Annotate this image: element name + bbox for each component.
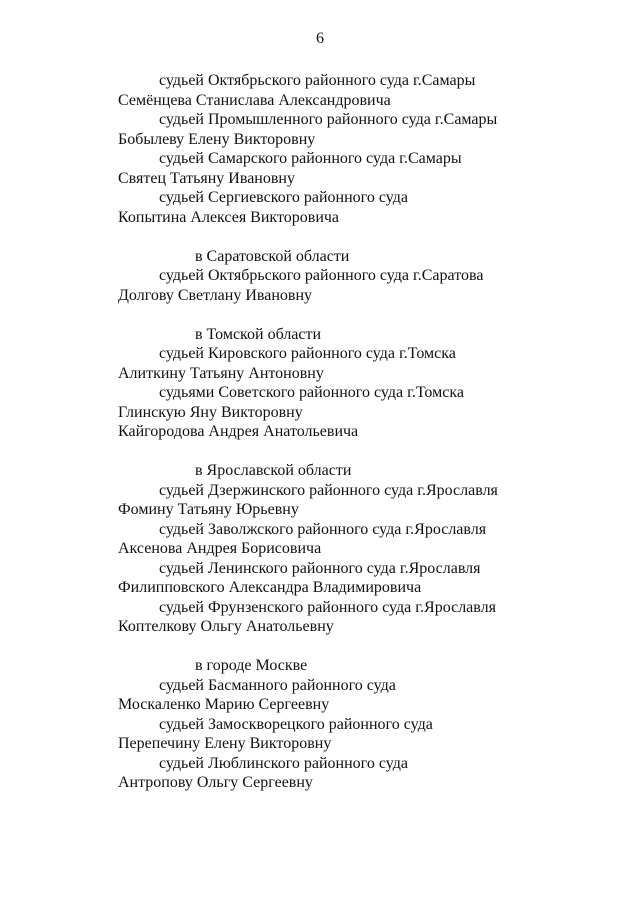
spacer — [0, 227, 640, 247]
court-line: судьей Самарского районного суда г.Самары — [159, 150, 462, 167]
court-line: судьей Октябрьского районного суда г.Самары — [159, 72, 476, 89]
court-line: судьей Фрунзенского районного суда г.Ярославля — [159, 598, 496, 616]
court-line: судьей Кировского районного суда г.Томска — [159, 345, 456, 362]
judge-name-line: Долгову Светлану Ивановну — [118, 286, 313, 304]
spacer — [0, 637, 640, 657]
court-line: судьей Сергиевского районного суда — [159, 189, 408, 206]
region-heading: в Ярославской области — [195, 462, 352, 479]
document-body — [0, 71, 640, 793]
court-line: судьей Басманного районного суда — [159, 676, 396, 694]
judge-name-line: Антропову Ольгу Сергеевну — [118, 774, 313, 791]
judge-name-line: Перепечину Елену Викторовну — [118, 735, 332, 752]
judge-name-line: Москаленко Марию Сергеевну — [118, 696, 330, 713]
region-heading: в Томской области — [195, 325, 322, 343]
judge-name-line: Бобылеву Елену Викторовну — [118, 130, 316, 148]
region-heading: в городе Москве — [195, 657, 308, 674]
judge-name-line: Глинскую Яну Викторовну — [118, 403, 303, 421]
judge-name-line: Копытина Алексея Викторовича — [118, 208, 340, 226]
spacer — [0, 442, 640, 462]
court-line: судьей Замоскворецкого районного суда — [159, 715, 433, 733]
court-line: судьей Люблинского районного суда — [159, 754, 408, 772]
court-line: судьей Промышленного районного суда г.Самары — [159, 111, 498, 128]
court-line: судьей Октябрьского районного суда г.Саратова — [159, 267, 484, 284]
spacer — [0, 305, 640, 325]
region-heading: в Саратовской области — [195, 247, 350, 265]
judge-name-line: Алиткину Татьяну Антоновну — [118, 364, 324, 382]
judge-name-line: Кайгородова Андрея Анатольевича — [118, 423, 359, 440]
court-line: судьей Заволжского районного суда г.Ярославля — [159, 520, 487, 538]
judge-name-line: Коптелкову Ольгу Анатольевну — [118, 618, 334, 635]
judge-name-line: Семёнцева Станислава Александровича — [118, 91, 391, 109]
judge-name-line: Святец Татьяну Ивановну — [118, 169, 295, 187]
court-line: судьями Советского районного суда г.Томска — [159, 384, 464, 401]
judge-name-line: Фомину Татьяну Юрьевну — [118, 501, 299, 518]
judge-name-line: Аксенова Андрея Борисовича — [118, 540, 322, 557]
court-line: судьей Дзержинского районного суда г.Ярославля — [159, 481, 498, 499]
judge-name-line: Филипповского Александра Владимировича — [118, 579, 422, 596]
page-number: 6 — [316, 30, 324, 47]
court-line: судьей Ленинского районного суда г.Ярославля — [159, 559, 481, 577]
